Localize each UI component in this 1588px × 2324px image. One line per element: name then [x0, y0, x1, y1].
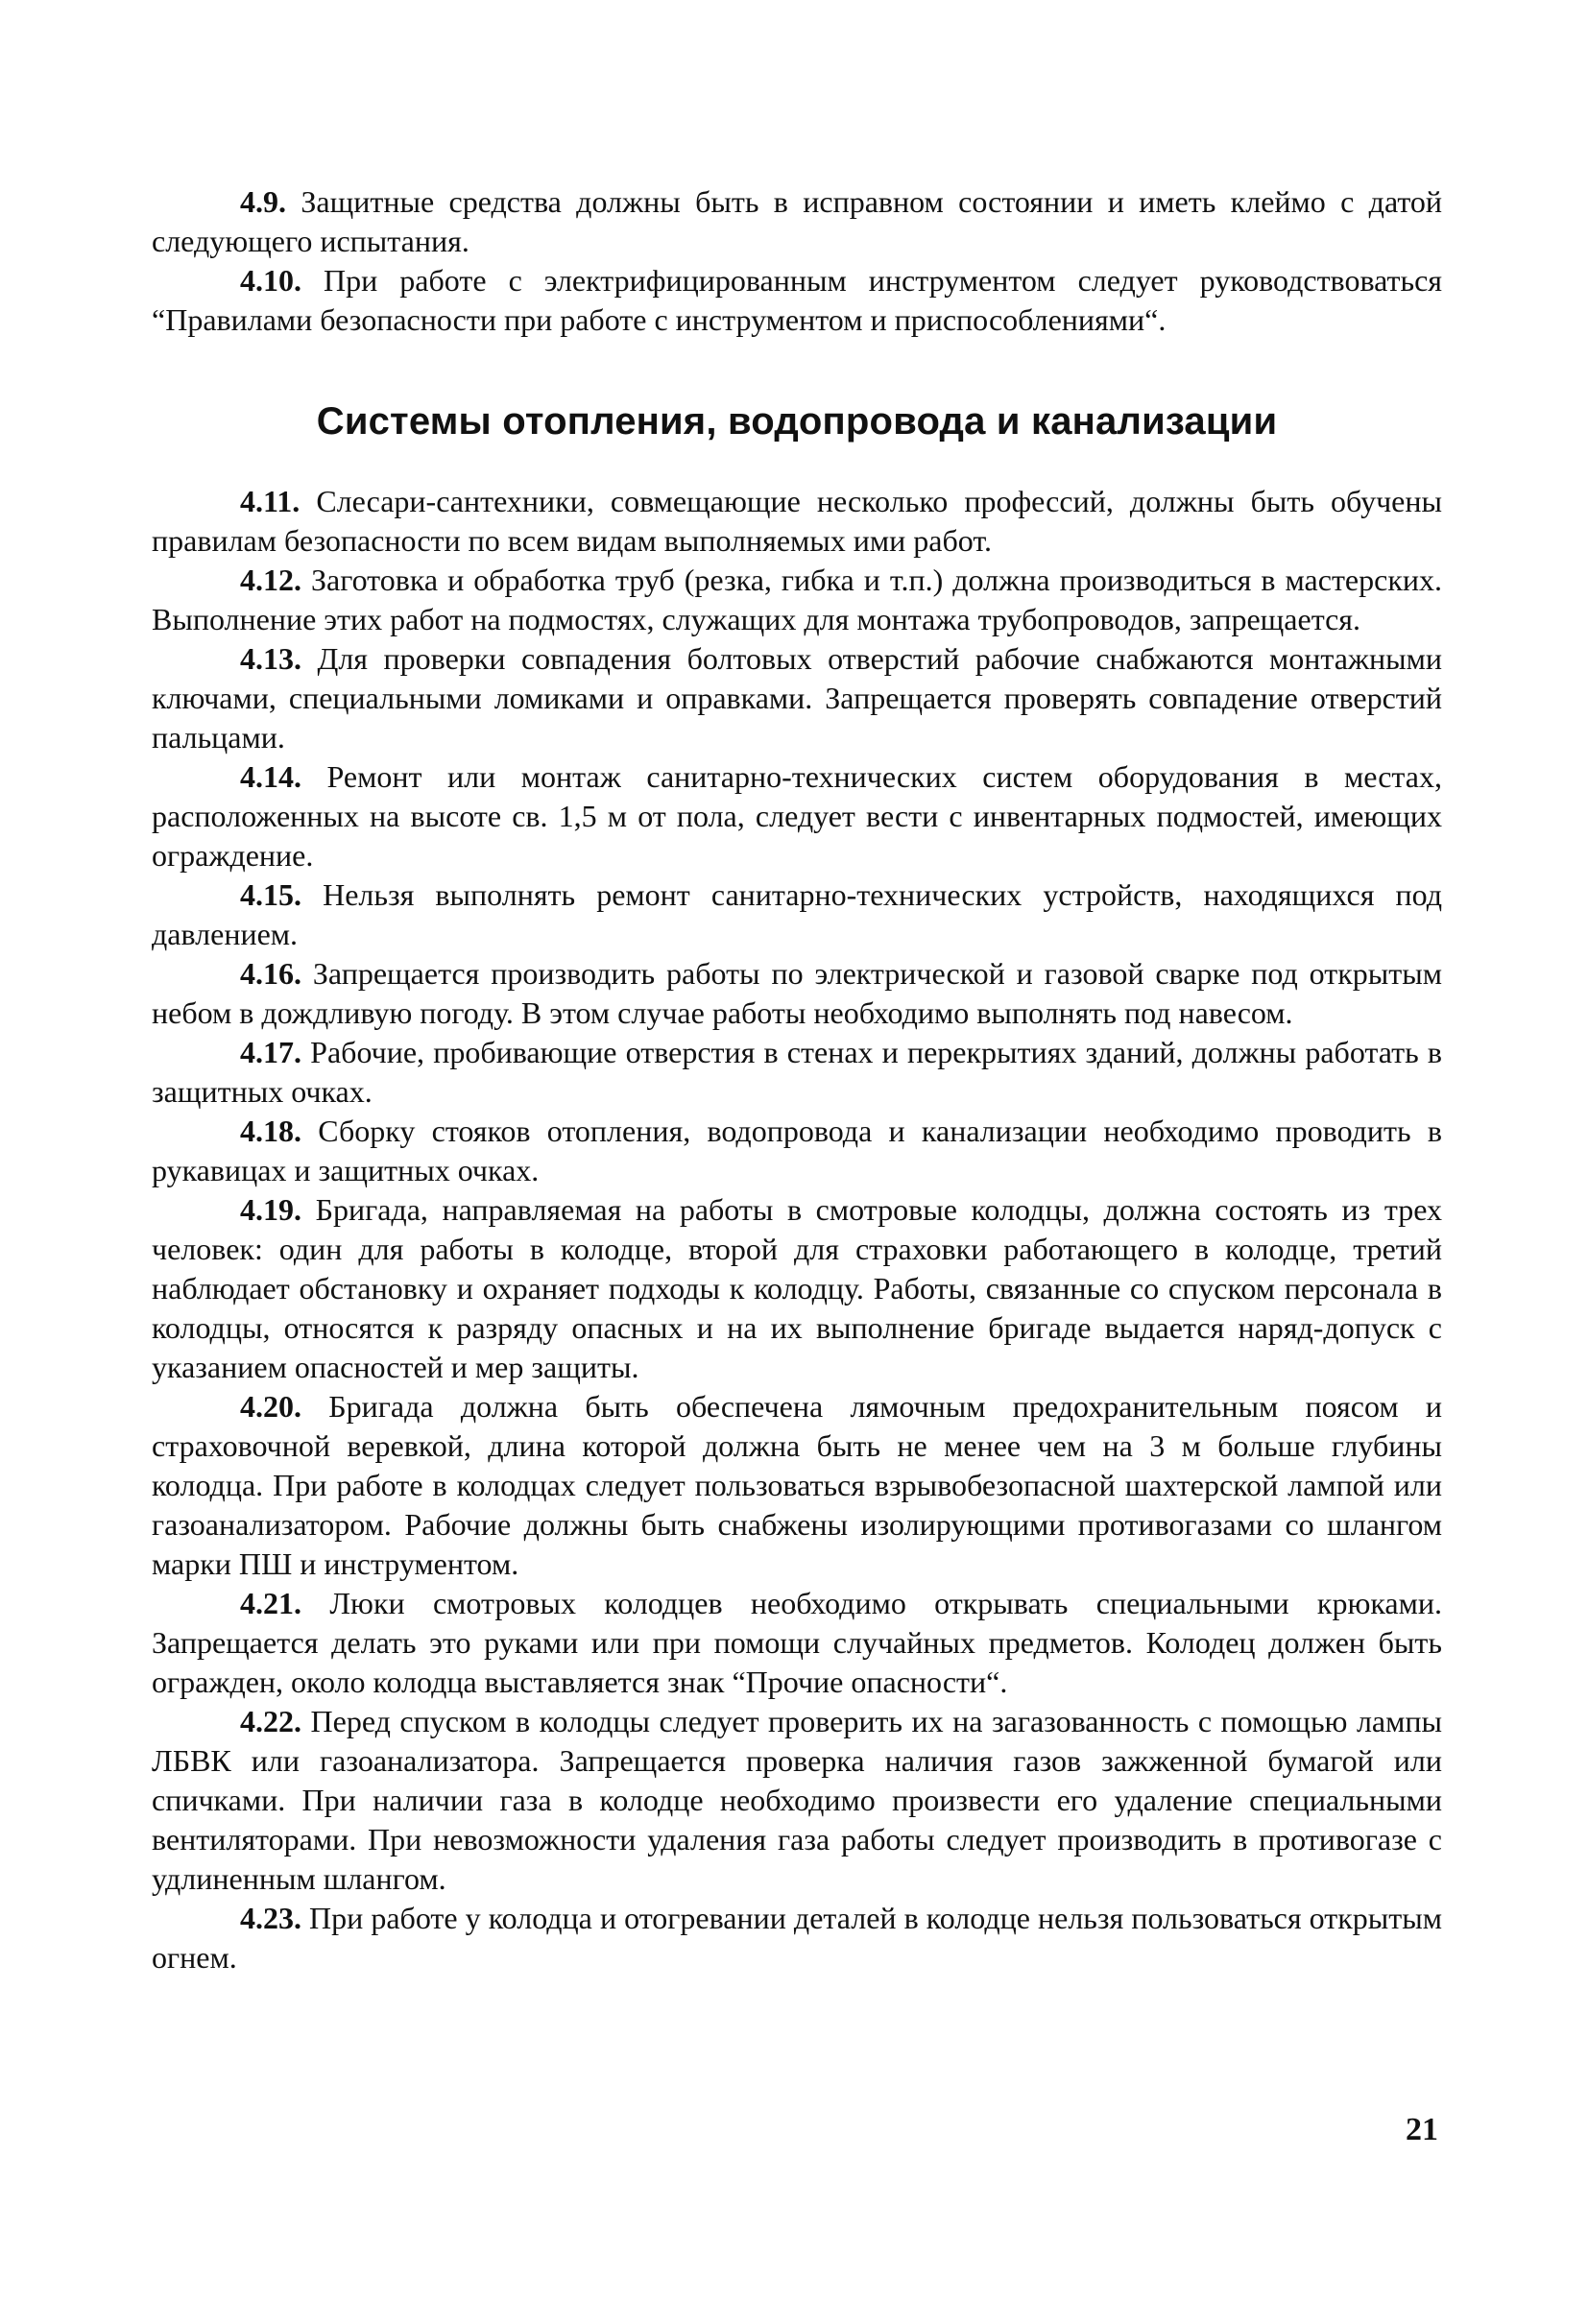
clause-number: 4.16.: [240, 956, 301, 991]
clause-number: 4.18.: [240, 1114, 301, 1148]
clause-text: Ремонт или монтаж санитарно-технических систем оборудования в местах, расположенных на высоте св. 1,5 м от пола, следует вести с инвентарных подмостей, имеющих ограждение.: [152, 759, 1442, 873]
paragraph-4-16: [152, 954, 1442, 1033]
clause-number: 4.20.: [240, 1389, 301, 1424]
clause-number: 4.14.: [240, 759, 301, 794]
paragraph-4-17: [152, 1033, 1442, 1112]
clause-text: Нельзя выполнять ремонт санитарно-технических устройств, находящихся под давлением.: [152, 877, 1442, 951]
clause-text: Для проверки совпадения болтовых отверстий рабочие снабжаются монтажными ключами, специальными ломиками и оправками. Запрещается проверять совпадение отверстий пальцами.: [152, 641, 1442, 755]
paragraph-4-13: [152, 639, 1442, 757]
clause-text: Заготовка и обработка труб (резка, гибка и т.п.) должна производиться в мастерских. Выполнение этих работ на подмостях, служащих для монтажа трубопроводов, запрещается.: [152, 563, 1442, 636]
section-heading: Системы отопления, водопровода и канализации: [316, 400, 1278, 443]
paragraph-4-9: [152, 182, 1442, 261]
clause-number: 4.21.: [240, 1586, 301, 1620]
clause-number: 4.19.: [240, 1192, 301, 1227]
clause-number: 4.23.: [240, 1901, 301, 1935]
paragraph-4-12: [152, 561, 1442, 639]
page-number: 21: [1406, 2112, 1438, 2147]
clause-text: Защитные средства должны быть в исправном состоянии и иметь клеймо с датой следующего испытания.: [152, 184, 1442, 258]
clause-text: Бригада должна быть обеспечена лямочным предохранительным поясом и страховочной веревкой, длина которой должна быть не менее чем на 3 м больше глубины колодца. При работе в колодцах следует пользоваться взрывобезопасной шахтерской лампой или газоанализатором. Рабочие должны быть снабжены изолирующими противогазами со шлангом марки ПШ и инструментом.: [152, 1389, 1442, 1581]
paragraph-4-14: [152, 757, 1442, 875]
clause-number: 4.9.: [240, 184, 286, 219]
clause-number: 4.12.: [240, 563, 301, 597]
clause-number: 4.17.: [240, 1035, 301, 1069]
document-page: [152, 182, 1442, 1977]
clause-text: Запрещается производить работы по электрической и газовой сварке под открытым небом в дождливую погоду. В этом случае работы необходимо выполнять под навесом.: [152, 956, 1442, 1030]
clause-number: 4.15.: [240, 877, 301, 912]
clause-text: Люки смотровых колодцев необходимо открывать специальными крюками. Запрещается делать это руками или при помощи случайных предметов. Колодец должен быть огражден, около колодца выставляется знак “Прочие опасности“.: [152, 1586, 1442, 1699]
paragraph-4-20: [152, 1387, 1442, 1584]
paragraph-4-10: [152, 261, 1442, 340]
clause-text: При работе с электрифицированным инструментом следует руководствоваться “Правилами безопасности при работе с инструментом и приспособлениями“.: [152, 263, 1442, 337]
clause-number: 4.22.: [240, 1704, 301, 1738]
clause-text: Сборку стояков отопления, водопровода и канализации необходимо проводить в рукавицах и защитных очках.: [152, 1114, 1442, 1187]
clause-text: Слесари-сантехники, совмещающие несколько профессий, должны быть обучены правилам безопасности по всем видам выполняемых ими работ.: [152, 484, 1442, 558]
clause-text: Бригада, направляемая на работы в смотровые колодцы, должна состоять из трех человек: один для работы в колодце, второй для страховки работающего в колодце, третий наблюдает обстановку и охраняет подходы к колодцу. Работы, связанные со спуском персонала в колодцы, относятся к разряду опасных и на их выполнение бригаде выдается наряд-допуск с указанием опасностей и мер защиты.: [152, 1192, 1442, 1384]
clause-text: Перед спуском в колодцы следует проверить их на загазованность с помощью лампы ЛБВК или газоанализатора. Запрещается проверка наличия газов зажженной бумагой или спичками. При наличии газа в колодце необходимо произвести его удаление специальными вентиляторами. При невозможности удаления газа работы следует производить в противогазе с удлиненным шлангом.: [152, 1704, 1442, 1896]
paragraph-4-19: [152, 1190, 1442, 1387]
paragraph-4-15: [152, 875, 1442, 954]
clause-number: 4.11.: [240, 484, 301, 518]
paragraph-4-22: [152, 1702, 1442, 1899]
clause-text: Рабочие, пробивающие отверстия в стенах и перекрытиях зданий, должны работать в защитных очках.: [152, 1035, 1442, 1109]
paragraph-4-18: [152, 1112, 1442, 1190]
paragraph-4-23: [152, 1899, 1442, 1977]
clause-number: 4.10.: [240, 263, 301, 298]
clause-text: При работе у колодца и отогревании деталей в колодце нельзя пользоваться открытым огнем.: [152, 1901, 1442, 1975]
paragraph-4-21: [152, 1584, 1442, 1702]
paragraph-4-11: [152, 482, 1442, 561]
clause-number: 4.13.: [240, 641, 301, 676]
